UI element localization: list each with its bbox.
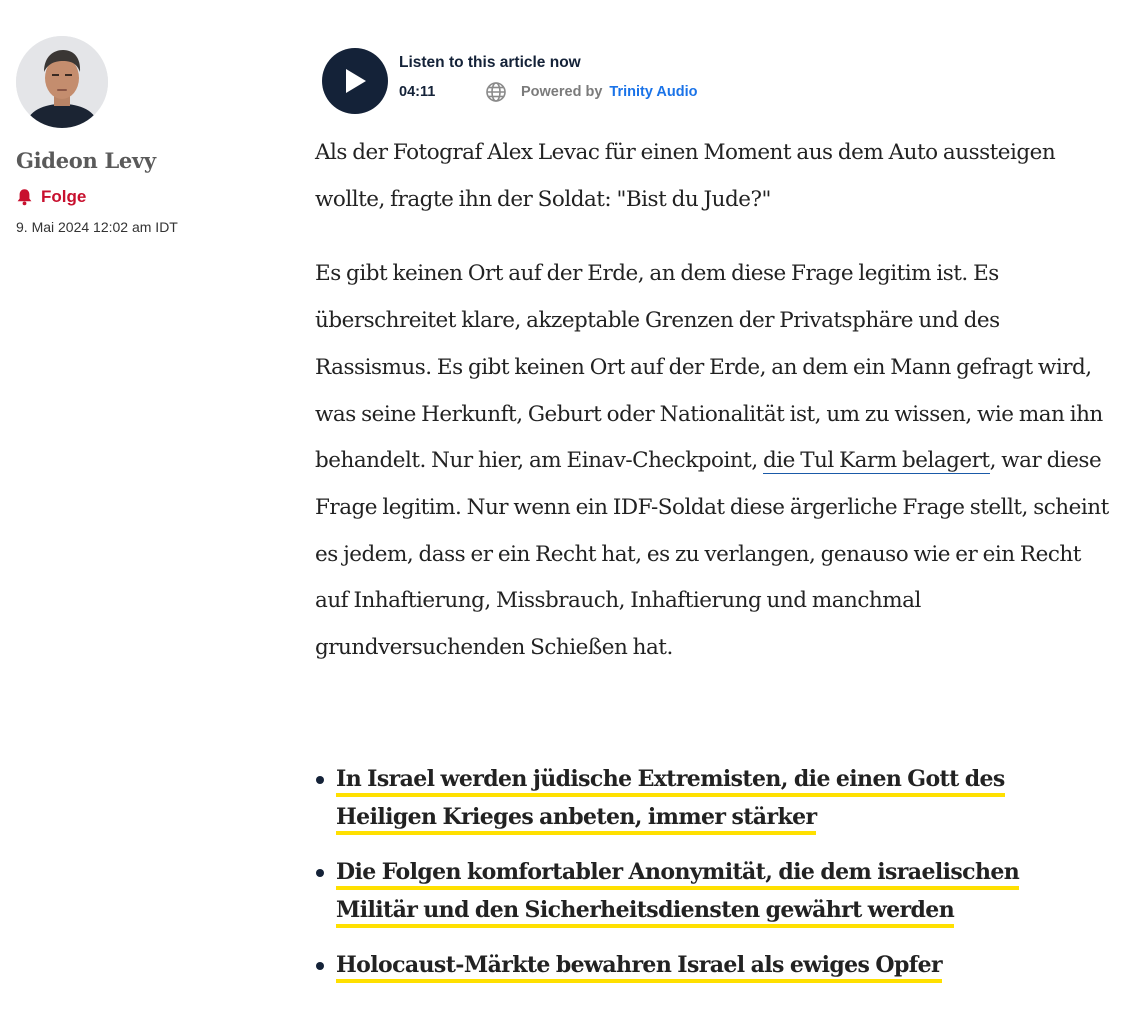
article-paragraph-2: [315, 251, 1110, 671]
article-body: [315, 130, 1110, 700]
trinity-audio-link[interactable]: Trinity Audio: [609, 83, 698, 100]
player-info: [399, 54, 697, 103]
follow-label: Folge: [41, 187, 87, 206]
related-article-link-3[interactable]: Holocaust-Märkte bewahren Israel als ewiges Opfer: [336, 952, 942, 983]
powered-by-label: Powered by: [521, 83, 603, 100]
related-article-link-2[interactable]: Die Folgen komfortabler Anonymität, die dem israelischen Militär und den Sicherheitsdiensten gewährt werden: [336, 859, 1019, 928]
related-article-item: [315, 946, 1105, 984]
bullet-icon: [316, 776, 324, 784]
publish-date: 9. Mai 2024 12:02 am IDT: [16, 219, 178, 235]
audio-player: [322, 48, 697, 114]
related-article-item: [315, 853, 1105, 929]
portrait-photo-icon: [16, 36, 108, 128]
author-sidebar: [16, 36, 276, 235]
paragraph-2-text-end: , war diese Frage legitim. Nur wenn ein IDF-Soldat diese ärgerliche Frage stellt, scheint es jedem, dass er ein Recht hat, es zu verlangen, genauso wie er ein Recht auf Inhaftierung, Missbrauch, Inhaftierung und manchmal grundversuchenden Schießen hat.: [315, 448, 1109, 661]
tul-karm-link[interactable]: die Tul Karm belagert: [763, 448, 990, 474]
player-title: Listen to this article now: [399, 53, 581, 71]
author-avatar[interactable]: [16, 36, 108, 128]
player-duration: 04:11: [399, 83, 436, 100]
follow-button[interactable]: [16, 187, 276, 207]
related-articles-list: [315, 760, 1105, 1001]
author-name[interactable]: Gideon Levy: [16, 148, 156, 173]
bell-icon: [16, 188, 33, 206]
globe-icon[interactable]: [485, 81, 507, 103]
play-icon: [342, 67, 368, 95]
related-article-link-1[interactable]: In Israel werden jüdische Extremisten, die einen Gott des Heiligen Krieges anbeten, immer stärker: [336, 766, 1005, 835]
play-button[interactable]: [322, 48, 388, 114]
player-meta: [399, 81, 697, 103]
paragraph-2-text-start: Es gibt keinen Ort auf der Erde, an dem diese Frage legitim ist. Es überschreitet klare, akzeptable Grenzen der Privatsphäre und des Rassismus. Es gibt keinen Ort auf der Erde, an dem ein Mann gefragt wird, was seine Herkunft, Geburt oder Nationalität ist, um zu wissen, wie man ihn behandelt. Nur hier, am Einav-Checkpoint,: [315, 261, 1103, 474]
bullet-icon: [316, 962, 324, 970]
related-article-item: [315, 760, 1105, 836]
article-paragraph-1: Als der Fotograf Alex Levac für einen Moment aus dem Auto aussteigen wollte, fragte ihn der Soldat: "Bist du Jude?": [315, 140, 1056, 212]
bullet-icon: [316, 869, 324, 877]
